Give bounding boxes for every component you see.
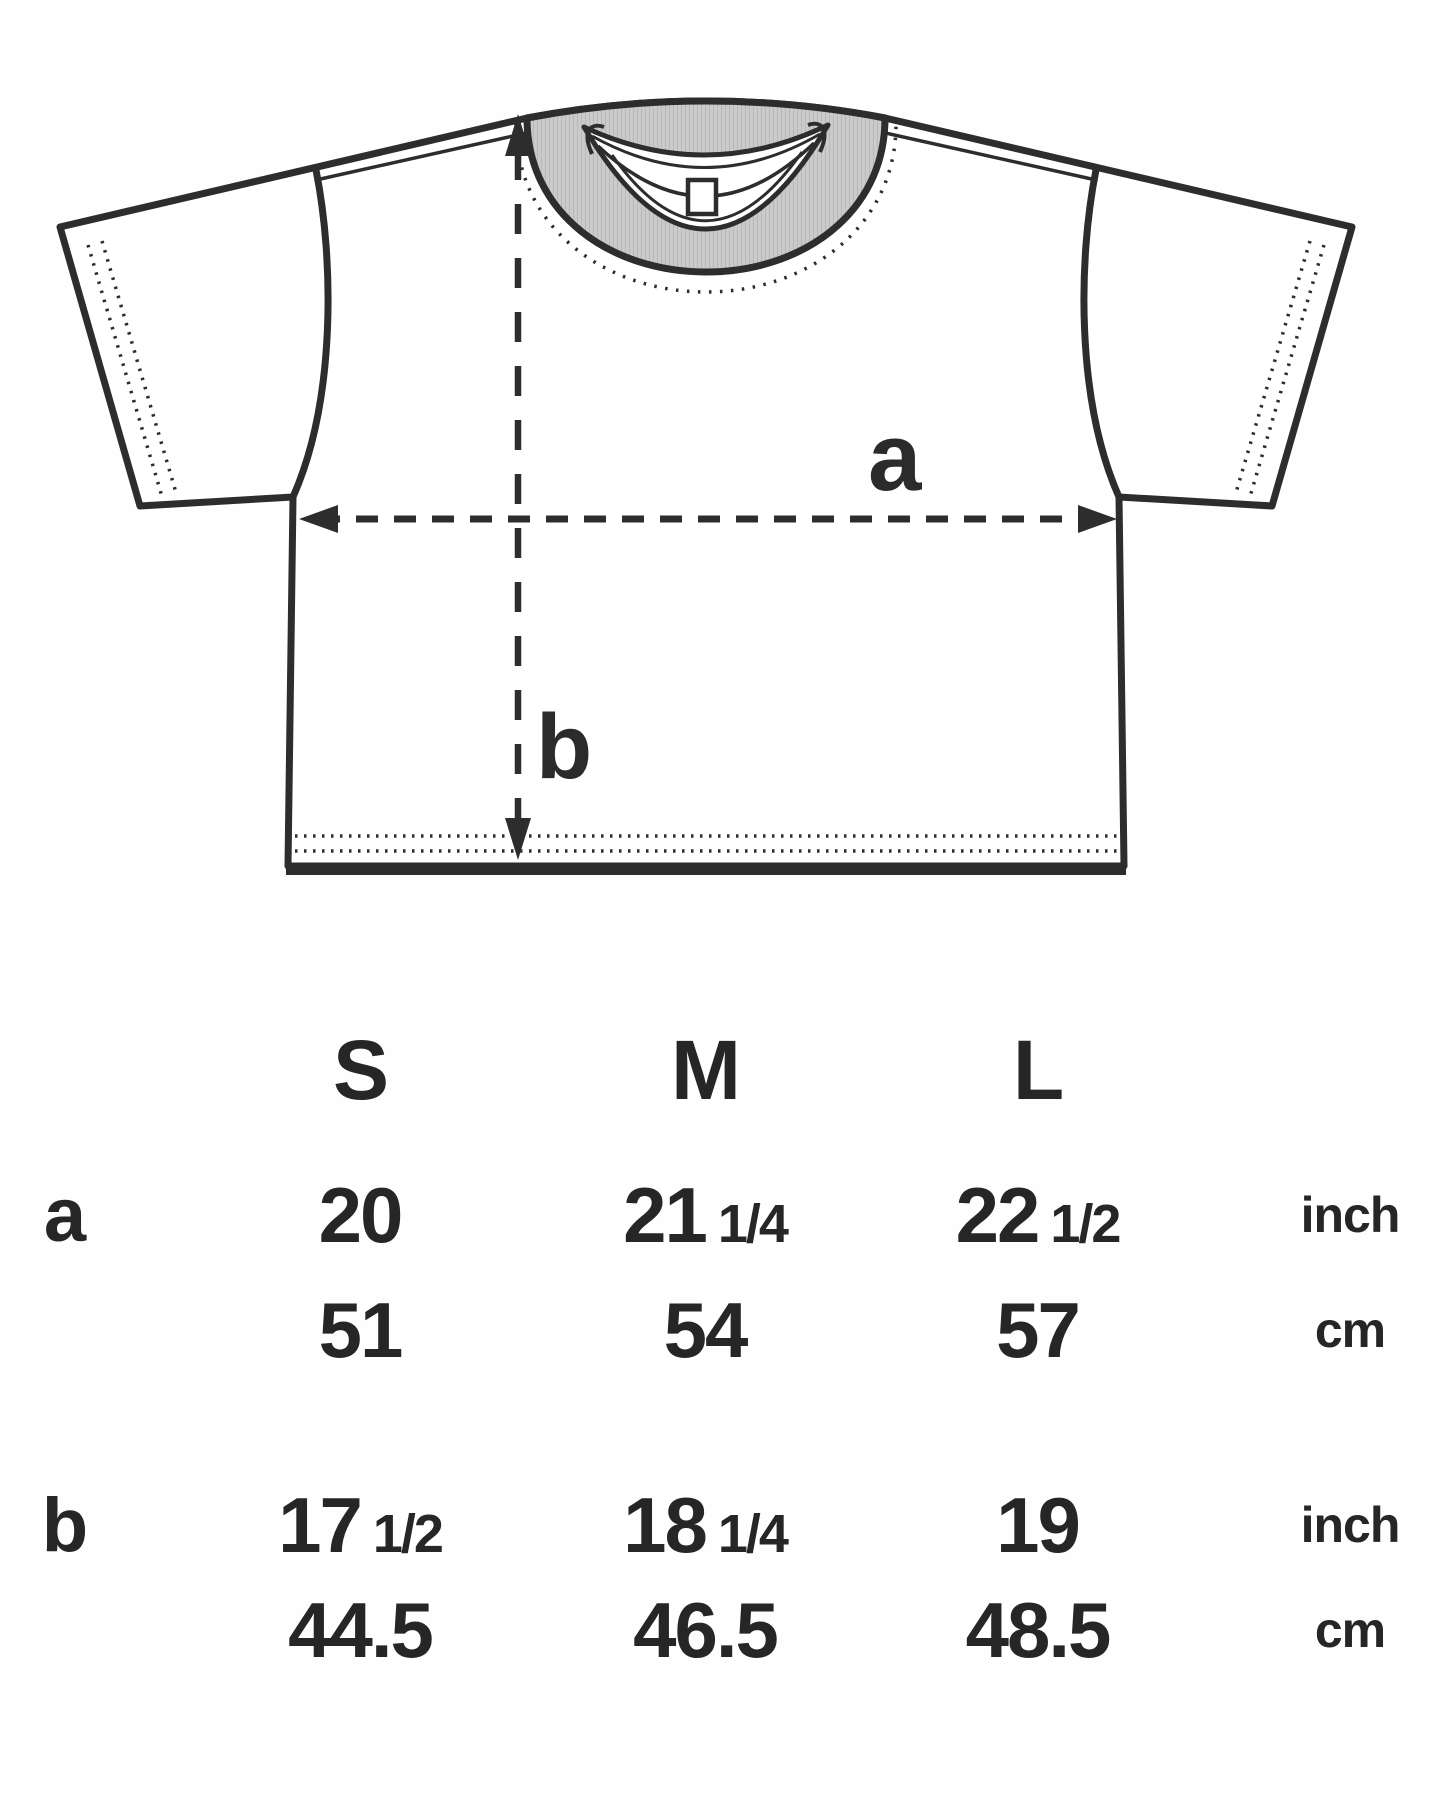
- cell-a-l-inch: 22 1/2: [955, 1170, 1120, 1259]
- table-row-a-cm: [0, 1285, 1445, 1374]
- size-header-m: M: [671, 1022, 739, 1117]
- cell-b-s-cm: 44.5: [288, 1585, 432, 1674]
- unit-a-inch: inch: [1300, 1187, 1400, 1243]
- size-header-s: S: [332, 1022, 388, 1117]
- cell-b-m-inch: 18 1/4: [623, 1480, 787, 1569]
- cell-b-s-inch: 17 1/2: [278, 1480, 442, 1569]
- cell-a-s-inch: 20: [318, 1170, 402, 1259]
- dimension-b-label: b: [536, 696, 593, 798]
- tshirt-diagram: [0, 0, 1445, 880]
- table-row-b-inch: [0, 1480, 1445, 1569]
- table-row-b-cm: [0, 1585, 1445, 1674]
- table-row-a-inch: [0, 1170, 1445, 1259]
- cell-b-l-cm: 48.5: [965, 1585, 1110, 1674]
- size-header-l: L: [1012, 1022, 1063, 1117]
- cell-a-m-inch: 21 1/4: [623, 1170, 787, 1259]
- dimension-a-label: a: [868, 404, 922, 511]
- cell-b-l-inch: 19: [996, 1480, 1079, 1569]
- tshirt-drawing: [0, 0, 1445, 880]
- unit-a-cm: cm: [1314, 1302, 1386, 1358]
- cell-a-l-cm: 57: [996, 1285, 1079, 1374]
- cell-b-m-cm: 46.5: [633, 1585, 777, 1674]
- cell-a-s-cm: 51: [318, 1285, 402, 1374]
- row-label-a: a: [43, 1172, 87, 1258]
- row-label-b: b: [41, 1482, 89, 1568]
- unit-b-inch: inch: [1300, 1497, 1400, 1553]
- unit-b-cm: cm: [1314, 1602, 1386, 1658]
- size-header-row: [0, 1022, 1445, 1117]
- cell-a-m-cm: 54: [663, 1285, 747, 1374]
- neck-label-tab: [688, 180, 716, 214]
